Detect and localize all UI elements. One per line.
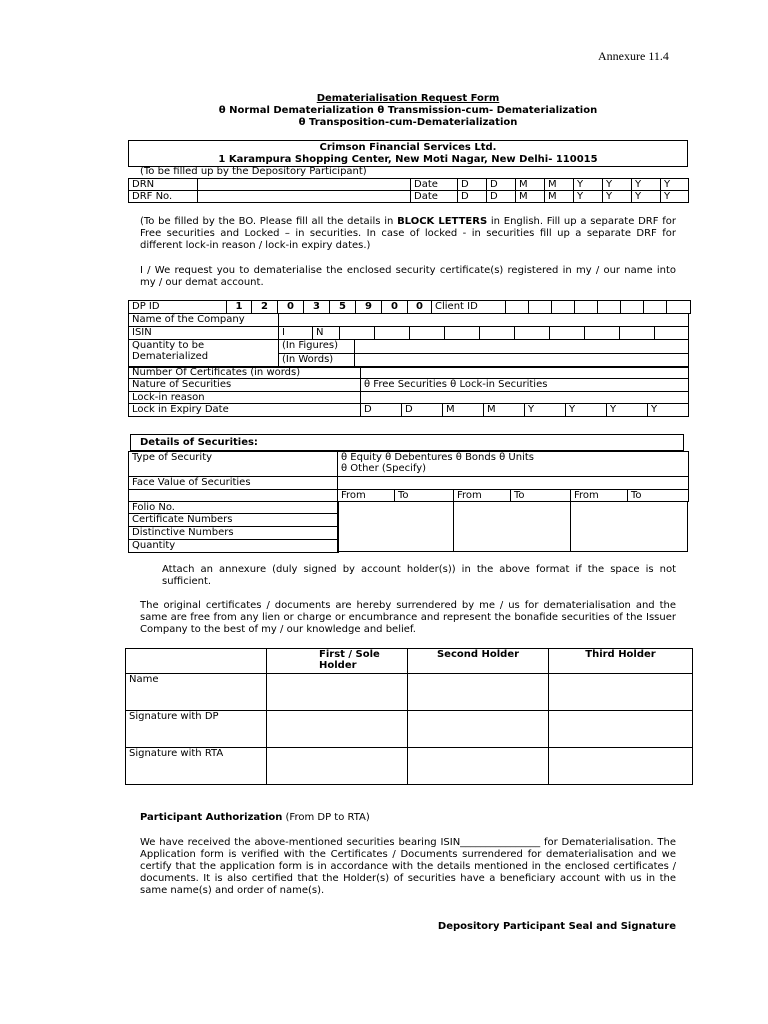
- drn-label: DRN: [129, 179, 198, 191]
- isin-cell[interactable]: [620, 327, 655, 340]
- nature-table: [128, 366, 689, 417]
- annexure-label: Annexure 11.4: [598, 49, 669, 63]
- date-cell[interactable]: Y: [603, 179, 632, 191]
- isin-cell[interactable]: [515, 327, 550, 340]
- isin-cell[interactable]: [585, 327, 620, 340]
- dp-id-digit: 2: [252, 301, 278, 314]
- dp-id-label: DP ID: [129, 301, 227, 314]
- date-cell[interactable]: D: [487, 179, 516, 191]
- client-id-cell[interactable]: [667, 301, 691, 314]
- dp-id-row: [129, 301, 691, 314]
- expiry-cell[interactable]: M: [443, 404, 484, 417]
- quantity-table: [128, 339, 689, 368]
- isin-cell[interactable]: [375, 327, 410, 340]
- holder-name-row: [126, 674, 693, 711]
- dp-fill-note: (To be filled up by the Depository Participant): [140, 166, 367, 177]
- expiry-cell[interactable]: D: [402, 404, 443, 417]
- date-cell[interactable]: D: [487, 191, 516, 203]
- date-cell[interactable]: Y: [574, 179, 603, 191]
- signature-dp-label: Signature with DP: [126, 711, 267, 748]
- isin-cell[interactable]: [445, 327, 480, 340]
- date-cell[interactable]: Y: [574, 191, 603, 203]
- client-id-cell[interactable]: [575, 301, 598, 314]
- client-id-label: Client ID: [432, 301, 506, 314]
- date-cell[interactable]: Y: [603, 191, 632, 203]
- company-name-label: Name of the Company: [129, 314, 279, 327]
- folio-label: Folio No.: [129, 502, 339, 514]
- nature-row: [129, 379, 689, 392]
- isin-prefix-cell: I: [279, 327, 313, 340]
- nature-options[interactable]: θ Free Securities θ Lock-in Securities: [361, 379, 689, 392]
- company-isin-table: [128, 313, 689, 340]
- from-label: From: [571, 490, 628, 502]
- date-cell[interactable]: M: [545, 191, 574, 203]
- company-name-input[interactable]: [279, 314, 689, 327]
- distinctive-numbers-label: Distinctive Numbers: [129, 527, 339, 540]
- date-cell[interactable]: Y: [632, 191, 661, 203]
- expiry-cell[interactable]: M: [484, 404, 525, 417]
- first-holder-header: First / Sole Holder: [267, 649, 408, 674]
- drf-row: [129, 191, 689, 203]
- quantity-figures-input[interactable]: [355, 340, 689, 354]
- account-details-table: [128, 300, 691, 314]
- certificate-numbers-label: Certificate Numbers: [129, 514, 339, 527]
- isin-prefix-cell: N: [313, 327, 340, 340]
- client-id-cell[interactable]: [644, 301, 667, 314]
- holders-header-row: [126, 649, 693, 674]
- client-id-cell[interactable]: [506, 301, 529, 314]
- drf-date-label: Date: [411, 191, 458, 203]
- lockin-reason-label: Lock-in reason: [129, 392, 361, 404]
- signature-rta-label: Signature with RTA: [126, 748, 267, 785]
- num-certs-input[interactable]: [361, 367, 689, 379]
- securities-entry-block-1[interactable]: [337, 501, 454, 552]
- to-label: To: [628, 490, 689, 502]
- from-label: From: [338, 490, 395, 502]
- nature-label: Nature of Securities: [129, 379, 361, 392]
- client-id-cell[interactable]: [529, 301, 552, 314]
- company-address: 1 Karampura Shopping Center, New Moti Nagar, New Delhi- 110015: [218, 154, 598, 165]
- security-type-options[interactable]: θ Equity θ Debentures θ Bonds θ Units θ Other (Specify): [338, 452, 689, 477]
- signature-rta-row: [126, 748, 693, 785]
- bo-instructions: (To be filled by the BO. Please fill all the details in BLOCK LETTERS in English. Fill up a separate DRF for Free securities and Locked – in securities. In case of locked - in securities fill up a separate DRF for different lock-in reason / lock-in expiry dates.): [140, 216, 676, 251]
- in-figures-label: (In Figures): [279, 340, 355, 354]
- first-holder-signature-dp[interactable]: [267, 711, 408, 748]
- securities-entry-block-3[interactable]: [570, 501, 688, 552]
- form-type-options-2: θ Transposition-cum-Dematerialization: [298, 117, 518, 128]
- drn-date-label: Date: [411, 179, 458, 191]
- date-cell[interactable]: M: [516, 179, 545, 191]
- lockin-expiry-row: [129, 404, 689, 417]
- dp-id-digit: 0: [382, 301, 408, 314]
- lockin-reason-input[interactable]: [361, 392, 689, 404]
- to-label: To: [395, 490, 454, 502]
- attach-annexure-note: Attach an annexure (duly signed by account holder(s)) in the above format if the space is not sufficient.: [162, 564, 676, 587]
- drn-drf-table: [128, 178, 689, 203]
- from-to-row: [129, 490, 689, 502]
- authorization-heading: Participant Authorization (From DP to RTA): [140, 812, 370, 823]
- drn-input[interactable]: [198, 179, 411, 191]
- drf-input[interactable]: [198, 191, 411, 203]
- second-holder-signature-dp[interactable]: [408, 711, 549, 748]
- expiry-cell[interactable]: Y: [566, 404, 607, 417]
- second-holder-signature-rta[interactable]: [408, 748, 549, 785]
- surrender-declaration: The original certificates / documents are hereby surrendered by me / us for dematerialisation and the same are free from any lien or charge or encumbrance and represent the bonafide securities of the Issuer Company to the best of my / our knowledge and belief.: [140, 600, 676, 635]
- dematerialise-request-text: I / We request you to dematerialise the enclosed security certificate(s) registered in my / our name into my / our demat account.: [140, 265, 676, 288]
- in-words-label: (In Words): [279, 354, 355, 368]
- form-type-options-1: θ Normal Dematerialization θ Transmission-cum- Dematerialization: [218, 105, 598, 116]
- lockin-reason-row: [129, 392, 689, 404]
- securities-entry-block-2[interactable]: [453, 501, 571, 552]
- third-holder-signature-dp[interactable]: [549, 711, 693, 748]
- date-cell[interactable]: Y: [661, 191, 689, 203]
- holder-name-label: Name: [126, 674, 267, 711]
- third-holder-header: Third Holder: [549, 649, 693, 674]
- face-value-label: Face Value of Securities: [129, 477, 338, 490]
- face-value-row: [129, 477, 689, 490]
- face-value-input[interactable]: [338, 477, 689, 490]
- securities-detail-labels: [128, 501, 339, 553]
- securities-table: [128, 451, 689, 502]
- date-cell[interactable]: M: [545, 179, 574, 191]
- isin-cell[interactable]: [655, 327, 689, 340]
- quantity-label: Quantity to be Dematerialized: [129, 340, 279, 368]
- dp-id-digit: 3: [304, 301, 330, 314]
- expiry-cell[interactable]: D: [361, 404, 402, 417]
- isin-row: [129, 327, 689, 340]
- client-id-cell[interactable]: [598, 301, 621, 314]
- form-title: Dematerialisation Request Form: [316, 93, 500, 104]
- dp-id-digit: 0: [278, 301, 304, 314]
- isin-cell[interactable]: [550, 327, 585, 340]
- expiry-cell[interactable]: Y: [648, 404, 689, 417]
- to-label: To: [511, 490, 571, 502]
- company-name-row: [129, 314, 689, 327]
- dp-id-digit: 9: [356, 301, 382, 314]
- third-holder-name-input[interactable]: [549, 674, 693, 711]
- drn-row: [129, 179, 689, 191]
- dp-id-digit: 1: [227, 301, 252, 314]
- dp-id-digit: 5: [330, 301, 356, 314]
- date-cell[interactable]: Y: [661, 179, 689, 191]
- signature-dp-row: [126, 711, 693, 748]
- expiry-cell[interactable]: Y: [525, 404, 566, 417]
- security-type-label: Type of Security: [129, 452, 338, 477]
- third-holder-signature-rta[interactable]: [549, 748, 693, 785]
- date-cell[interactable]: D: [458, 191, 487, 203]
- securities-heading: Details of Securities:: [130, 434, 684, 451]
- holders-table: [125, 648, 693, 785]
- date-cell[interactable]: Y: [632, 179, 661, 191]
- isin-label: ISIN: [129, 327, 279, 340]
- lockin-expiry-label: Lock in Expiry Date: [129, 404, 361, 417]
- num-certs-row: [129, 367, 689, 379]
- quantity-figures-row: [129, 340, 689, 354]
- num-certs-label: Number Of Certificates (in words): [129, 367, 361, 379]
- first-holder-name-input[interactable]: [267, 674, 408, 711]
- expiry-cell[interactable]: Y: [607, 404, 648, 417]
- dp-id-digit: 0: [408, 301, 432, 314]
- second-holder-header: Second Holder: [408, 649, 549, 674]
- block-letters-emphasis: BLOCK LETTERS: [397, 216, 488, 227]
- second-holder-name-input[interactable]: [408, 674, 549, 711]
- authorization-text: We have received the above-mentioned securities bearing ISIN________________ for Dematerialisation. The Application form is verified with the Certificates / Documents surrendered for dematerialisation and we certify that the application form is in accordance with the details mentioned in the enclosed certificates / documents. It is also certified that the Holder(s) of securities have a beneficiary account with us in the same name(s) and order of name(s).: [140, 837, 676, 896]
- from-label: From: [454, 490, 511, 502]
- date-cell[interactable]: M: [516, 191, 545, 203]
- isin-cell[interactable]: [410, 327, 445, 340]
- first-holder-signature-rta[interactable]: [267, 748, 408, 785]
- isin-cell[interactable]: [340, 327, 375, 340]
- company-name: Crimson Financial Services Ltd.: [319, 142, 497, 153]
- isin-cell[interactable]: [480, 327, 515, 340]
- drf-label: DRF No.: [129, 191, 198, 203]
- security-type-row: [129, 452, 689, 477]
- date-cell[interactable]: D: [458, 179, 487, 191]
- quantity-row-label: Quantity: [129, 540, 339, 553]
- client-id-cell[interactable]: [552, 301, 575, 314]
- company-box: [128, 140, 688, 167]
- client-id-cell[interactable]: [621, 301, 644, 314]
- dp-seal-signature-label: Depository Participant Seal and Signature: [437, 921, 676, 932]
